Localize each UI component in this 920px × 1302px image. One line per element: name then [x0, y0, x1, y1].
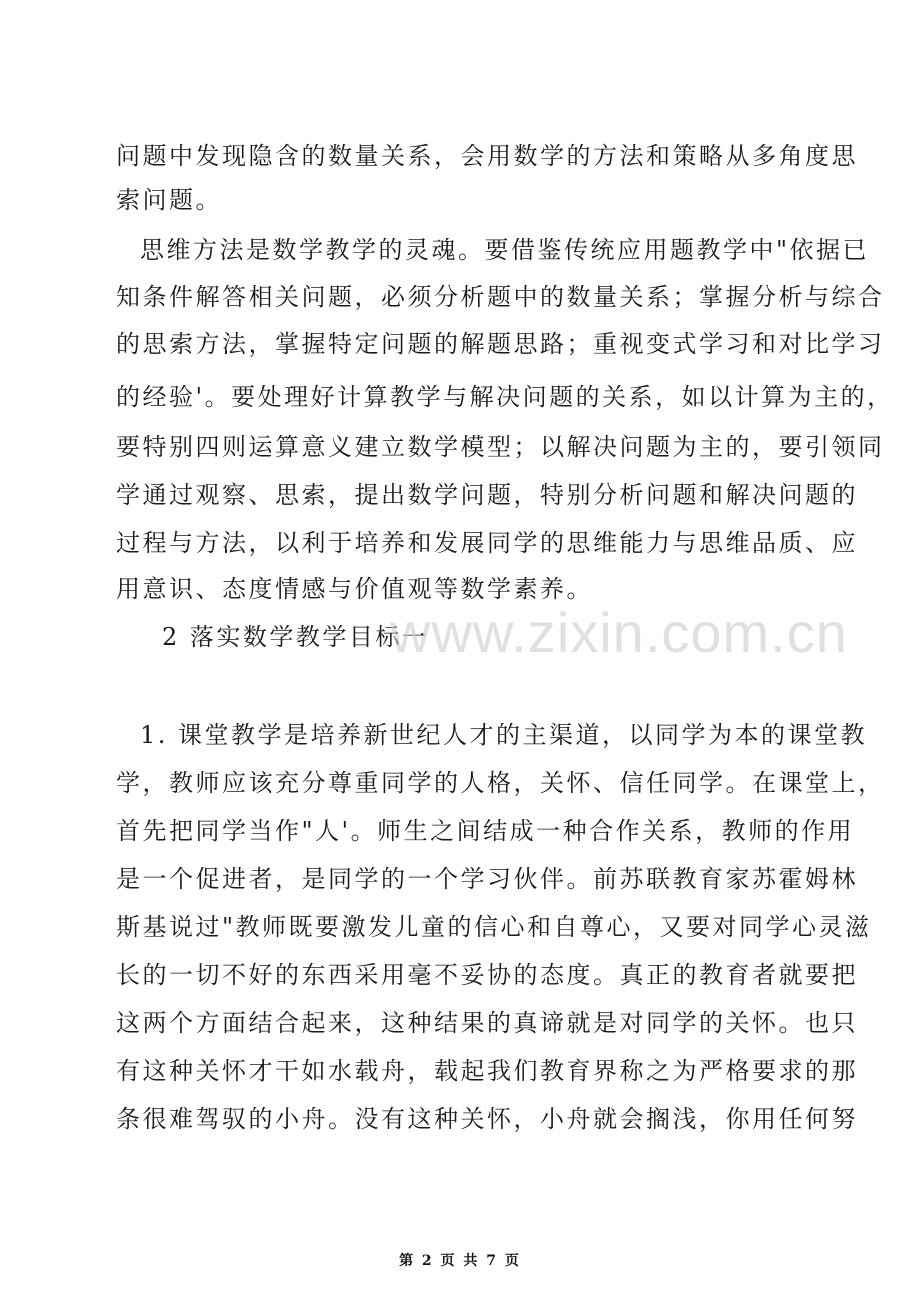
- section-heading: 2 落实数学教学目标一: [162, 623, 429, 651]
- text-line: 1. 课堂教学是培养新世纪人才的主渠道，以同学为本的课堂教: [140, 721, 868, 749]
- text-line: 首先把同学当作"人'。师生之间结成一种合作关系，教师的作用: [116, 817, 855, 845]
- text-line: 学，教师应该充分尊重同学的人格，关怀、信任同学。在课堂上，: [116, 769, 885, 797]
- text-line: 有这种关怀才干如水载舟，载起我们教育界称之为严格要求的那: [116, 1057, 858, 1085]
- text-line: 是一个促进者，是同学的一个学习伙伴。前苏联教育家苏霍姆林: [116, 865, 858, 893]
- text-line: 的经验'。要处理好计算教学与解决问题的关系，如以计算为主的，: [116, 383, 894, 411]
- watermark: [390, 600, 848, 665]
- text-line: 过程与方法，以利于培养和发展同学的思维能力与思维品质、应: [116, 529, 858, 557]
- page-footer: 第 2 页 共 7 页: [399, 1253, 521, 1269]
- text-line: 索问题。: [116, 186, 222, 214]
- text-line: 问题中发现隐含的数量关系，会用数学的方法和策略从多角度思: [116, 142, 858, 170]
- text-line: 条很难驾驭的小舟。没有这种关怀，小舟就会搁浅，你用任何努: [116, 1105, 858, 1133]
- text-line: 的思索方法，掌握特定问题的解题思路；重视变式学习和对比学习: [116, 330, 885, 358]
- text-line: 学通过观察、思索，提出数学问题，特别分析问题和解决问题的: [116, 481, 858, 509]
- text-line: 长的一切不好的东西采用毫不妥协的态度。真正的教育者就要把: [116, 961, 858, 989]
- text-line: 要特别四则运算意义建立数学模型；以解决问题为主的，要引领同: [116, 433, 885, 461]
- text-line: 用意识、态度情感与价值观等数学素养。: [116, 575, 593, 603]
- text-line: 斯基说过"教师既要激发儿童的信心和自尊心，又要对同学心灵滋: [116, 913, 872, 941]
- text-line: 知条件解答相关问题，必须分析题中的数量关系；掌握分析与综合: [116, 283, 885, 311]
- watermark-text: www.zixin.com.cn: [390, 601, 848, 664]
- text-line: 这两个方面结合起来，这种结果的真谛就是对同学的关怀。也只: [116, 1009, 858, 1037]
- text-line: 思维方法是数学教学的灵魂。要借鉴传统应用题教学中"依据已: [140, 236, 870, 264]
